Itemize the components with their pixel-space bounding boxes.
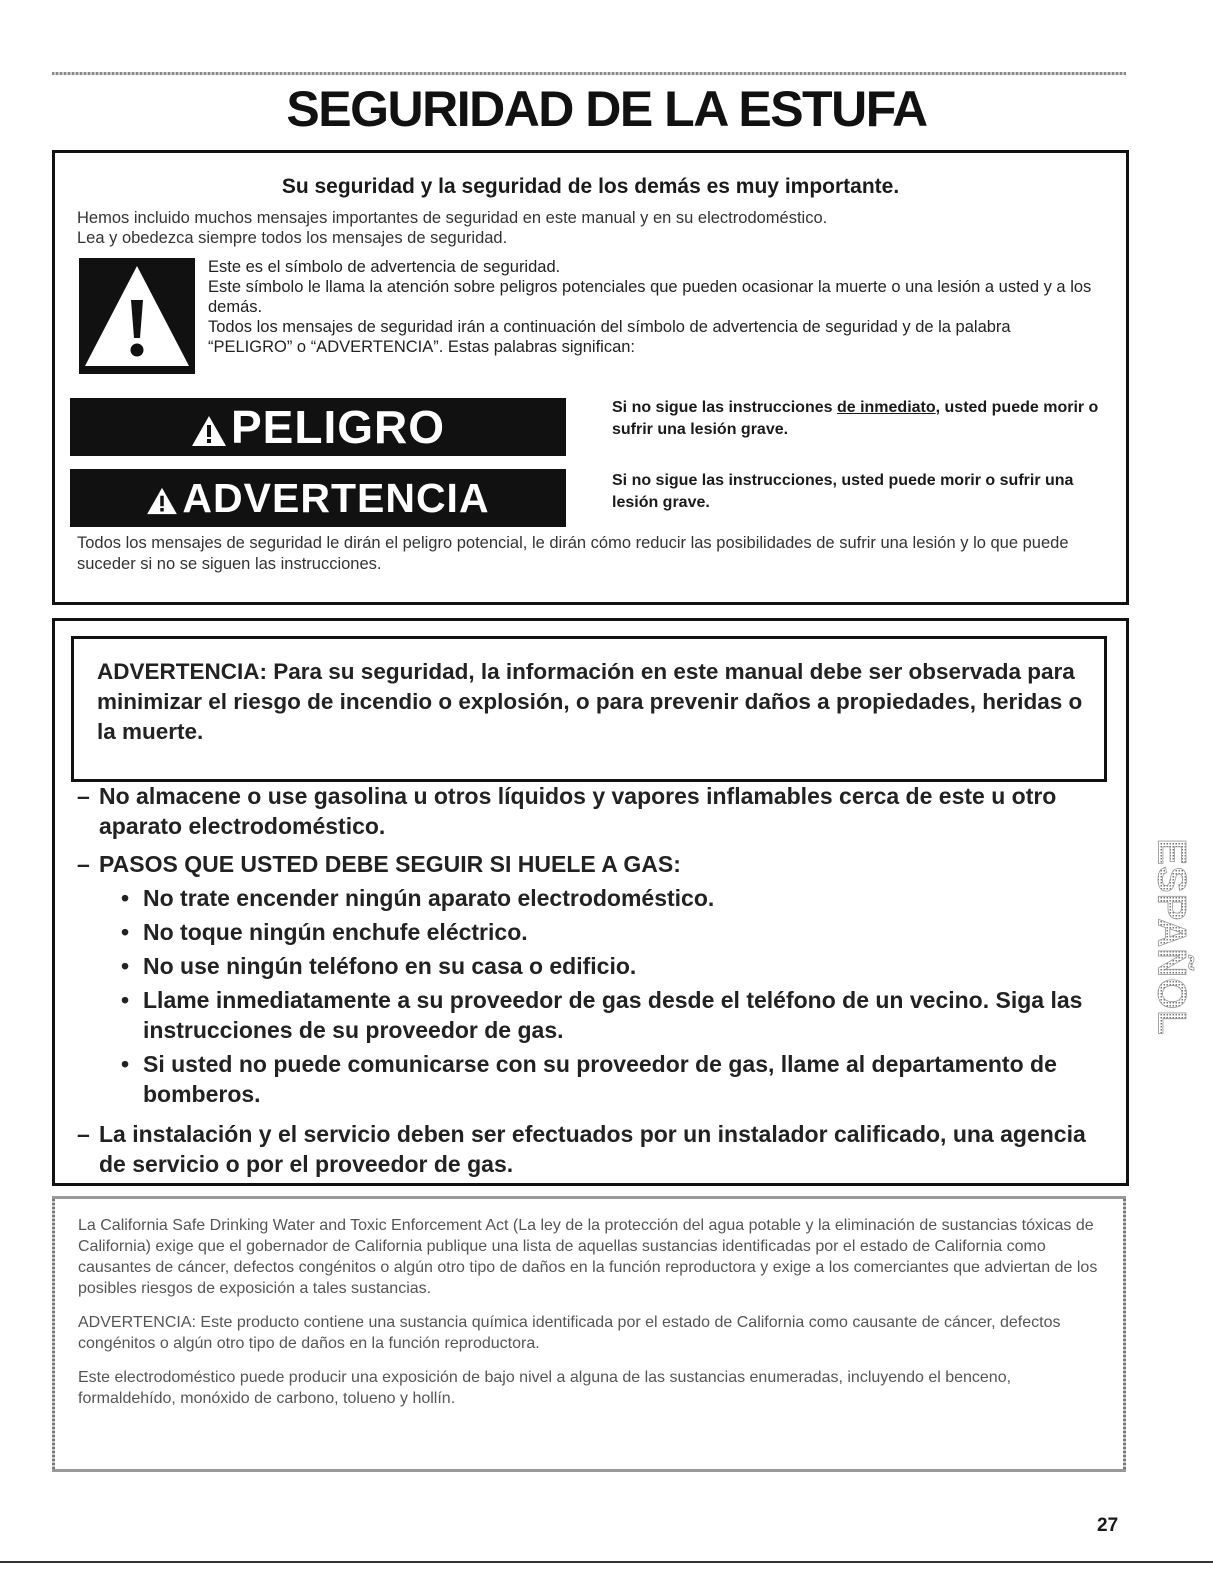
warning-label: ADVERTENCIA bbox=[182, 475, 490, 521]
intro-line-1: Hemos incluido muchos mensajes importantes de seguridad en este manual y en su electrodoméstico. bbox=[77, 209, 828, 227]
warning-signal-word bbox=[70, 469, 566, 527]
safety-intro-box bbox=[52, 150, 1129, 605]
danger-label: PELIGRO bbox=[230, 401, 446, 453]
intro-line-2: Lea y obedezca siempre todos los mensajes de seguridad. bbox=[77, 229, 508, 247]
gas-instructions bbox=[77, 781, 1097, 1187]
symbol-line-1: Este es el símbolo de advertencia de seguridad. bbox=[208, 258, 561, 276]
gas-warning-text: ADVERTENCIA: Para su seguridad, la información en este manual debe ser observada para minimizar el riesgo de incendio o explosión, o para prevenir daños a propiedades, heridas o la muerte. bbox=[97, 659, 1083, 744]
prop65-paragraph-3: Este electrodoméstico puede producir una exposición de bajo nivel a alguna de las sustancias enumeradas, incluyendo el benceno, formaldehído, monóxido de carbono, tolueno y hollín. bbox=[78, 1369, 1012, 1407]
warning-description: Si no sigue las instrucciones, usted puede morir o sufrir una lesión grave. bbox=[612, 472, 1074, 511]
step-text: No use ningún teléfono en su casa o edificio. bbox=[143, 953, 637, 979]
list-item-text: La instalación y el servicio deben ser efectuados por un instalador calificado, una agencia de servicio o por el proveedor de gas. bbox=[99, 1121, 1086, 1177]
step-item: • Llame inmediatamente a su proveedor de gas desde el teléfono de un vecino. Siga las instrucciones de su proveedor de gas. bbox=[121, 987, 1083, 1043]
danger-description bbox=[612, 397, 1102, 441]
safety-alert-icon bbox=[191, 415, 227, 447]
step-item: • No trate encender ningún aparato electrodoméstico. bbox=[121, 885, 715, 911]
steps-heading: – PASOS QUE USTED DEBE SEGUIR SI HUELE A GAS: bbox=[77, 851, 681, 877]
steps-heading-text: PASOS QUE USTED DEBE SEGUIR SI HUELE A GAS: bbox=[99, 851, 681, 877]
symbol-line-2: Este símbolo le llama la atención sobre peligros potenciales que pueden ocasionar la muerte o una lesión a usted y a los demás. bbox=[208, 278, 1092, 316]
bottom-rule bbox=[0, 1561, 1213, 1563]
step-text: Si usted no puede comunicarse con su proveedor de gas, llame al departamento de bomberos. bbox=[143, 1051, 1057, 1107]
danger-desc-emphasis: de inmediato bbox=[836, 399, 936, 416]
list-item-text: No almacene o use gasolina u otros líquidos y vapores inflamables cerca de este u otro aparato electrodoméstico. bbox=[99, 783, 1057, 839]
prop65-paragraph-1: La California Safe Drinking Water and Toxic Enforcement Act (La ley de la protección del agua potable y la eliminación de sustancias tóxicas de California) exige que el gobernador de California publique una lista de aquellas sustancias identificadas por el estado de California como causantes de cáncer, defectos congénitos o algún otro tipo de daños en la función reproductora y exige a los comerciantes que adviertan de los posibles riesgos de exposición a tales sustancias. bbox=[78, 1217, 1098, 1297]
page-title: SEGURIDAD DE LA ESTUFA bbox=[286, 81, 927, 137]
step-item: • Si usted no puede comunicarse con su proveedor de gas, llame al departamento de bomberos. bbox=[121, 1051, 1057, 1107]
safety-intro bbox=[77, 208, 827, 248]
symbol-line-3: Todos los mensajes de seguridad irán a continuación del símbolo de advertencia de seguridad y de la palabra “PELIGRO” o “ADVERTENCIA”. Estas palabras significan: bbox=[208, 318, 1011, 356]
step-text: No toque ningún enchufe eléctrico. bbox=[143, 919, 528, 945]
list-item: – La instalación y el servicio deben ser efectuados por un instalador calificado, una agencia de servicio o por el proveedor de gas. bbox=[77, 1121, 1086, 1177]
prop65-box bbox=[52, 1196, 1126, 1472]
top-rule bbox=[52, 72, 1126, 75]
warning-triangle-icon bbox=[79, 258, 195, 374]
step-item: • No use ningún teléfono en su casa o edificio. bbox=[121, 953, 637, 979]
danger-desc-text: Si no sigue las instrucciones bbox=[612, 399, 837, 416]
step-text: Llame inmediatamente a su proveedor de gas desde el teléfono de un vecino. Siga las instrucciones de su proveedor de gas. bbox=[143, 987, 1083, 1043]
step-text: No trate encender ningún aparato electrodoméstico. bbox=[143, 885, 715, 911]
page-number: 27 bbox=[1097, 1515, 1119, 1536]
safety-footer: Todos los mensajes de seguridad le dirán el peligro potencial, le dirán cómo reducir las posibilidades de sufrir una lesión y lo que puede suceder si no se siguen las instrucciones. bbox=[77, 534, 1069, 573]
symbol-explanation bbox=[208, 257, 1098, 357]
list-item: – No almacene o use gasolina u otros líquidos y vapores inflamables cerca de este u otro aparato electrodoméstico. bbox=[77, 783, 1057, 839]
gas-warning-box bbox=[52, 618, 1129, 1186]
side-tab-text: ESPAÑOL bbox=[1149, 838, 1194, 1036]
danger-signal-word bbox=[70, 398, 566, 456]
safety-alert-icon bbox=[146, 487, 178, 515]
prop65-paragraph-2: ADVERTENCIA: Este producto contiene una sustancia química identificada por el estado de California como causante de cáncer, defectos congénitos o algún otro tipo de daños en la función reproductora. bbox=[78, 1314, 1061, 1352]
gas-warning-callout bbox=[71, 636, 1107, 782]
safety-heading: Su seguridad y la seguridad de los demás es muy importante. bbox=[281, 175, 900, 198]
prop65-text bbox=[78, 1215, 1108, 1422]
danger-desc-text-end: , usted puede morir o sufrir una lesión grave. bbox=[612, 399, 1099, 438]
step-item: • No toque ningún enchufe eléctrico. bbox=[121, 919, 528, 945]
language-side-tab bbox=[1149, 815, 1194, 1060]
